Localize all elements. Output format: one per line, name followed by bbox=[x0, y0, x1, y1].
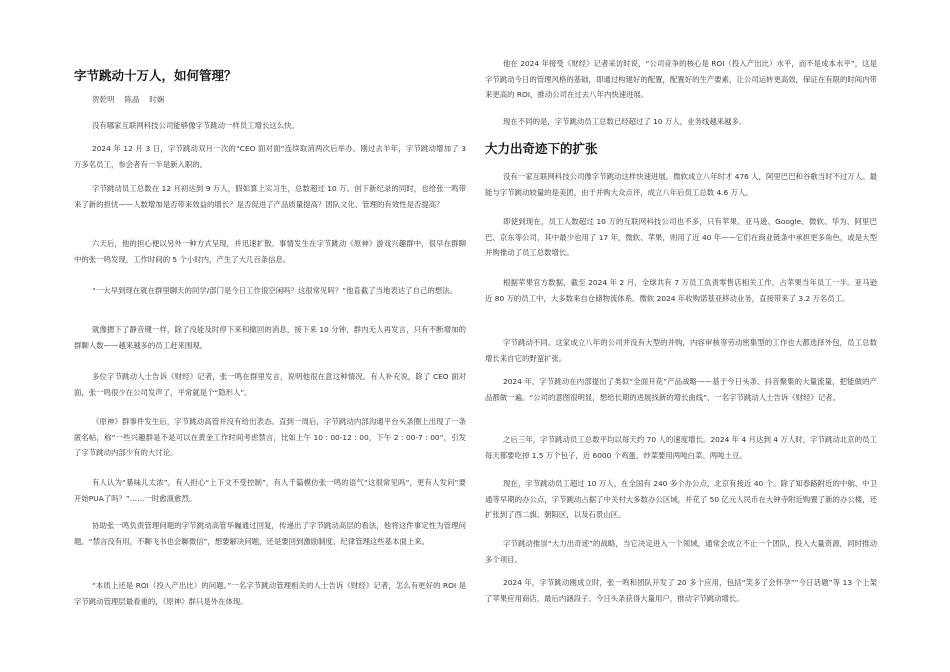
paragraph: 即使到现在，员工人数超过 10 万的互联网科技公司也不多，只有苹果、亚马逊、Google、微软、华为、阿里巴巴、京东等公司，其中最少也用了 17 年，微软、苹果，则用了近 40 年——它们在商业链条中承担更多角色，或是大型并购推动了员工总数增长。 bbox=[485, 217, 877, 257]
paragraph: 之后三年，字节跳动员工总数平均以每天约 70 人的速度增长。2024 年 4 月达到 4 万人时，字节跳动北京的员工每天都要吃掉 1.5 万个包子，近 6000 个鸡蛋，炒菜要用两吨白菜、两吨土豆。 bbox=[485, 435, 877, 460]
paragraph: 有人认为“暴味儿太浓”，有人担心“上下文不受控制”，有人千篇模仿张一鸣的语气“这很常见吗”，更有人发问“要开始PUA了吗？”……一时愈演愈烈。 bbox=[74, 478, 466, 503]
paragraph: 字节跳动员工总数在 12 月初达到 9 万人，假如算上实习生，总数超过 10 万。创下新纪录的同时，也给张一鸣带来了新的担忧——人数增加是否带来效益的增长？是否促进了产品质量提高？团队文化、管理的有效性是否提高？ bbox=[74, 184, 466, 209]
paragraph: “一大早到现在就在群里聊天的同学/部门是今日工作很空闲吗？这很常见吗？”他直截了当地表达了自己的想法。 bbox=[92, 286, 457, 295]
paragraph: 字节跳动不同。这家成立八年的公司并没有大型的并购，内容审核等劳动密集型的工作也大都选择外包，员工总数增长来自它的野蛮扩张。 bbox=[485, 338, 877, 363]
paragraph: 现在不同的是，字节跳动员工总数已经超过了 10 万人，业务线越来越多。 bbox=[503, 117, 747, 126]
paragraph: “本质上还是 ROI（投入产出比）的问题。”一名字节跳动管理相关的人士告诉《财经》记者，怎么有更好的 ROI 是字节跳动管理层最看重的，《原神》群只是外在体现。 bbox=[74, 581, 466, 606]
paragraph: 《原神》群事件发生后，字节跳动高管并没有给出表态。直到一周后，字节跳动内部沟通平台头条圈上出现了一条匿名帖，称“一些兴趣群是不是可以在黄金工作时间考虑禁言，比如上午 10 : 00-12 : 00，下午 2 : 00-7 : 00”，引发了字节跳动内部少有的大讨论。 bbox=[74, 417, 466, 457]
paragraph: 多位字节跳动人士告诉《财经》记者，张一鸣在群里发言，说明他很在意这种情况。有人补充说，除了 CEO 面对面，张一鸣很少在公司发声了，平常就是个“隐形人”。 bbox=[74, 372, 466, 397]
paragraph: 协助张一鸣负责管理问题的字节跳动高管华巍通过回复，传递出了字节跳动高层的看法，他将这件事定性为管理问题。“禁言没有用，不聊飞书也会聊微信”，想要解决问题，还是要回到激励制度、纪律管理这些基本面上来。 bbox=[74, 521, 466, 546]
paragraph: 六天后，他的担心便以另外一种方式呈现，并迅速扩散。事情发生在字节跳动《原神》游戏兴趣群中，很早在群聊中的张一鸣发现，工作时间的 5 个小时内，产生了大几百条信息。 bbox=[74, 239, 466, 264]
paragraph: 他在 2024 年接受《财经》记者采访时说，“公司竞争的核心是 ROI（投入产出比）水平，而不是成本水平”，这是字节跳动今日的管理风格的基础，即通过构建好的配置，配置好的生产要素，让公司运转更高效，保证在有限的时间内带来更高的 ROI，推动公司在过去八年内快速进展。 bbox=[485, 59, 877, 99]
paragraph: 没有一家互联网科技公司像字节跳动这样快速进展。微软成立八年时才 476 人，阿里巴巴和谷歌当时不过万人。最能与字节跳动较量的是美团，由于并购大众点评，成立八年后员工总数 4.6 万人。 bbox=[485, 172, 877, 197]
paragraph: 没有哪家互联网科技公司能够像字节跳动一样员工增长这么快。 bbox=[92, 121, 299, 130]
paragraph: 根据苹果官方数据，截至 2024 年 2 月，全球共有 7 万员工负责零售店相关工作，占苹果当年员工一半。亚马逊近 80 万的员工中，大多数来自仓储物流体系。微软 2024 年收购诺基亚移动业务，直接带来了 3.2 万名员工。 bbox=[485, 278, 877, 303]
article-authors: 贺乾明 陈晶 时娴 bbox=[92, 95, 165, 104]
paragraph: 现在，字节跳动员工超过 10 万人，在全国有 240 多个办公点，北京有接近 40 个。除了知春路附近的中航、中卫通等早期的办公点，字节跳动占据了中关村大多数办公区域，并花了 50 亿元人民币在大钟寺附近购置了新的办公楼，还扩张到了西二旗、朝阳区，以及石景山区。 bbox=[485, 479, 877, 519]
article-title: 字节跳动十万人，如何管理？ bbox=[74, 68, 237, 83]
paragraph: 2024 年，字节跳动在内部提出了类似“全面开花”产品战略——基于今日头条、抖音聚集的大量流量，把能做的产品都做一遍。“公司的意图很明显，想给长期的进展找新的增长曲线”，一名字节跳动人士告诉《财经》记者。 bbox=[485, 377, 877, 402]
paragraph: 2024 年，字节跳动刚成立时，张一鸣和团队开发了 20 多个应用，包括“笑多了会怀孕”“今日话题”等 13 个上架了苹果应用商店，最后内涵段子、今日头条获得大量用户，推动字节跳动增长。 bbox=[485, 578, 877, 603]
paragraph: 就像摁下了静音键一样，除了没能及时停下来和撤回的消息，接下来 10 分钟，群内无人再发言，只有不断增加的群聊人数——越来越多的员工赶来围观。 bbox=[74, 325, 466, 350]
section-heading: 大力出奇迹下的扩张 bbox=[485, 141, 598, 156]
paragraph: 2024 年 12 月 3 日，字节跳动双月一次的“CEO 面对面”连续取消两次后举办。刚过去半年，字节跳动增加了 3 万多名员工，参会者有一半是新入职的。 bbox=[74, 144, 466, 169]
paragraph: 字节跳动推崇“大力出奇迹”的战略，当它决定进入一个领域，通常会成立不止一个团队，投入大量资源，同时推动多个项目。 bbox=[485, 539, 877, 564]
